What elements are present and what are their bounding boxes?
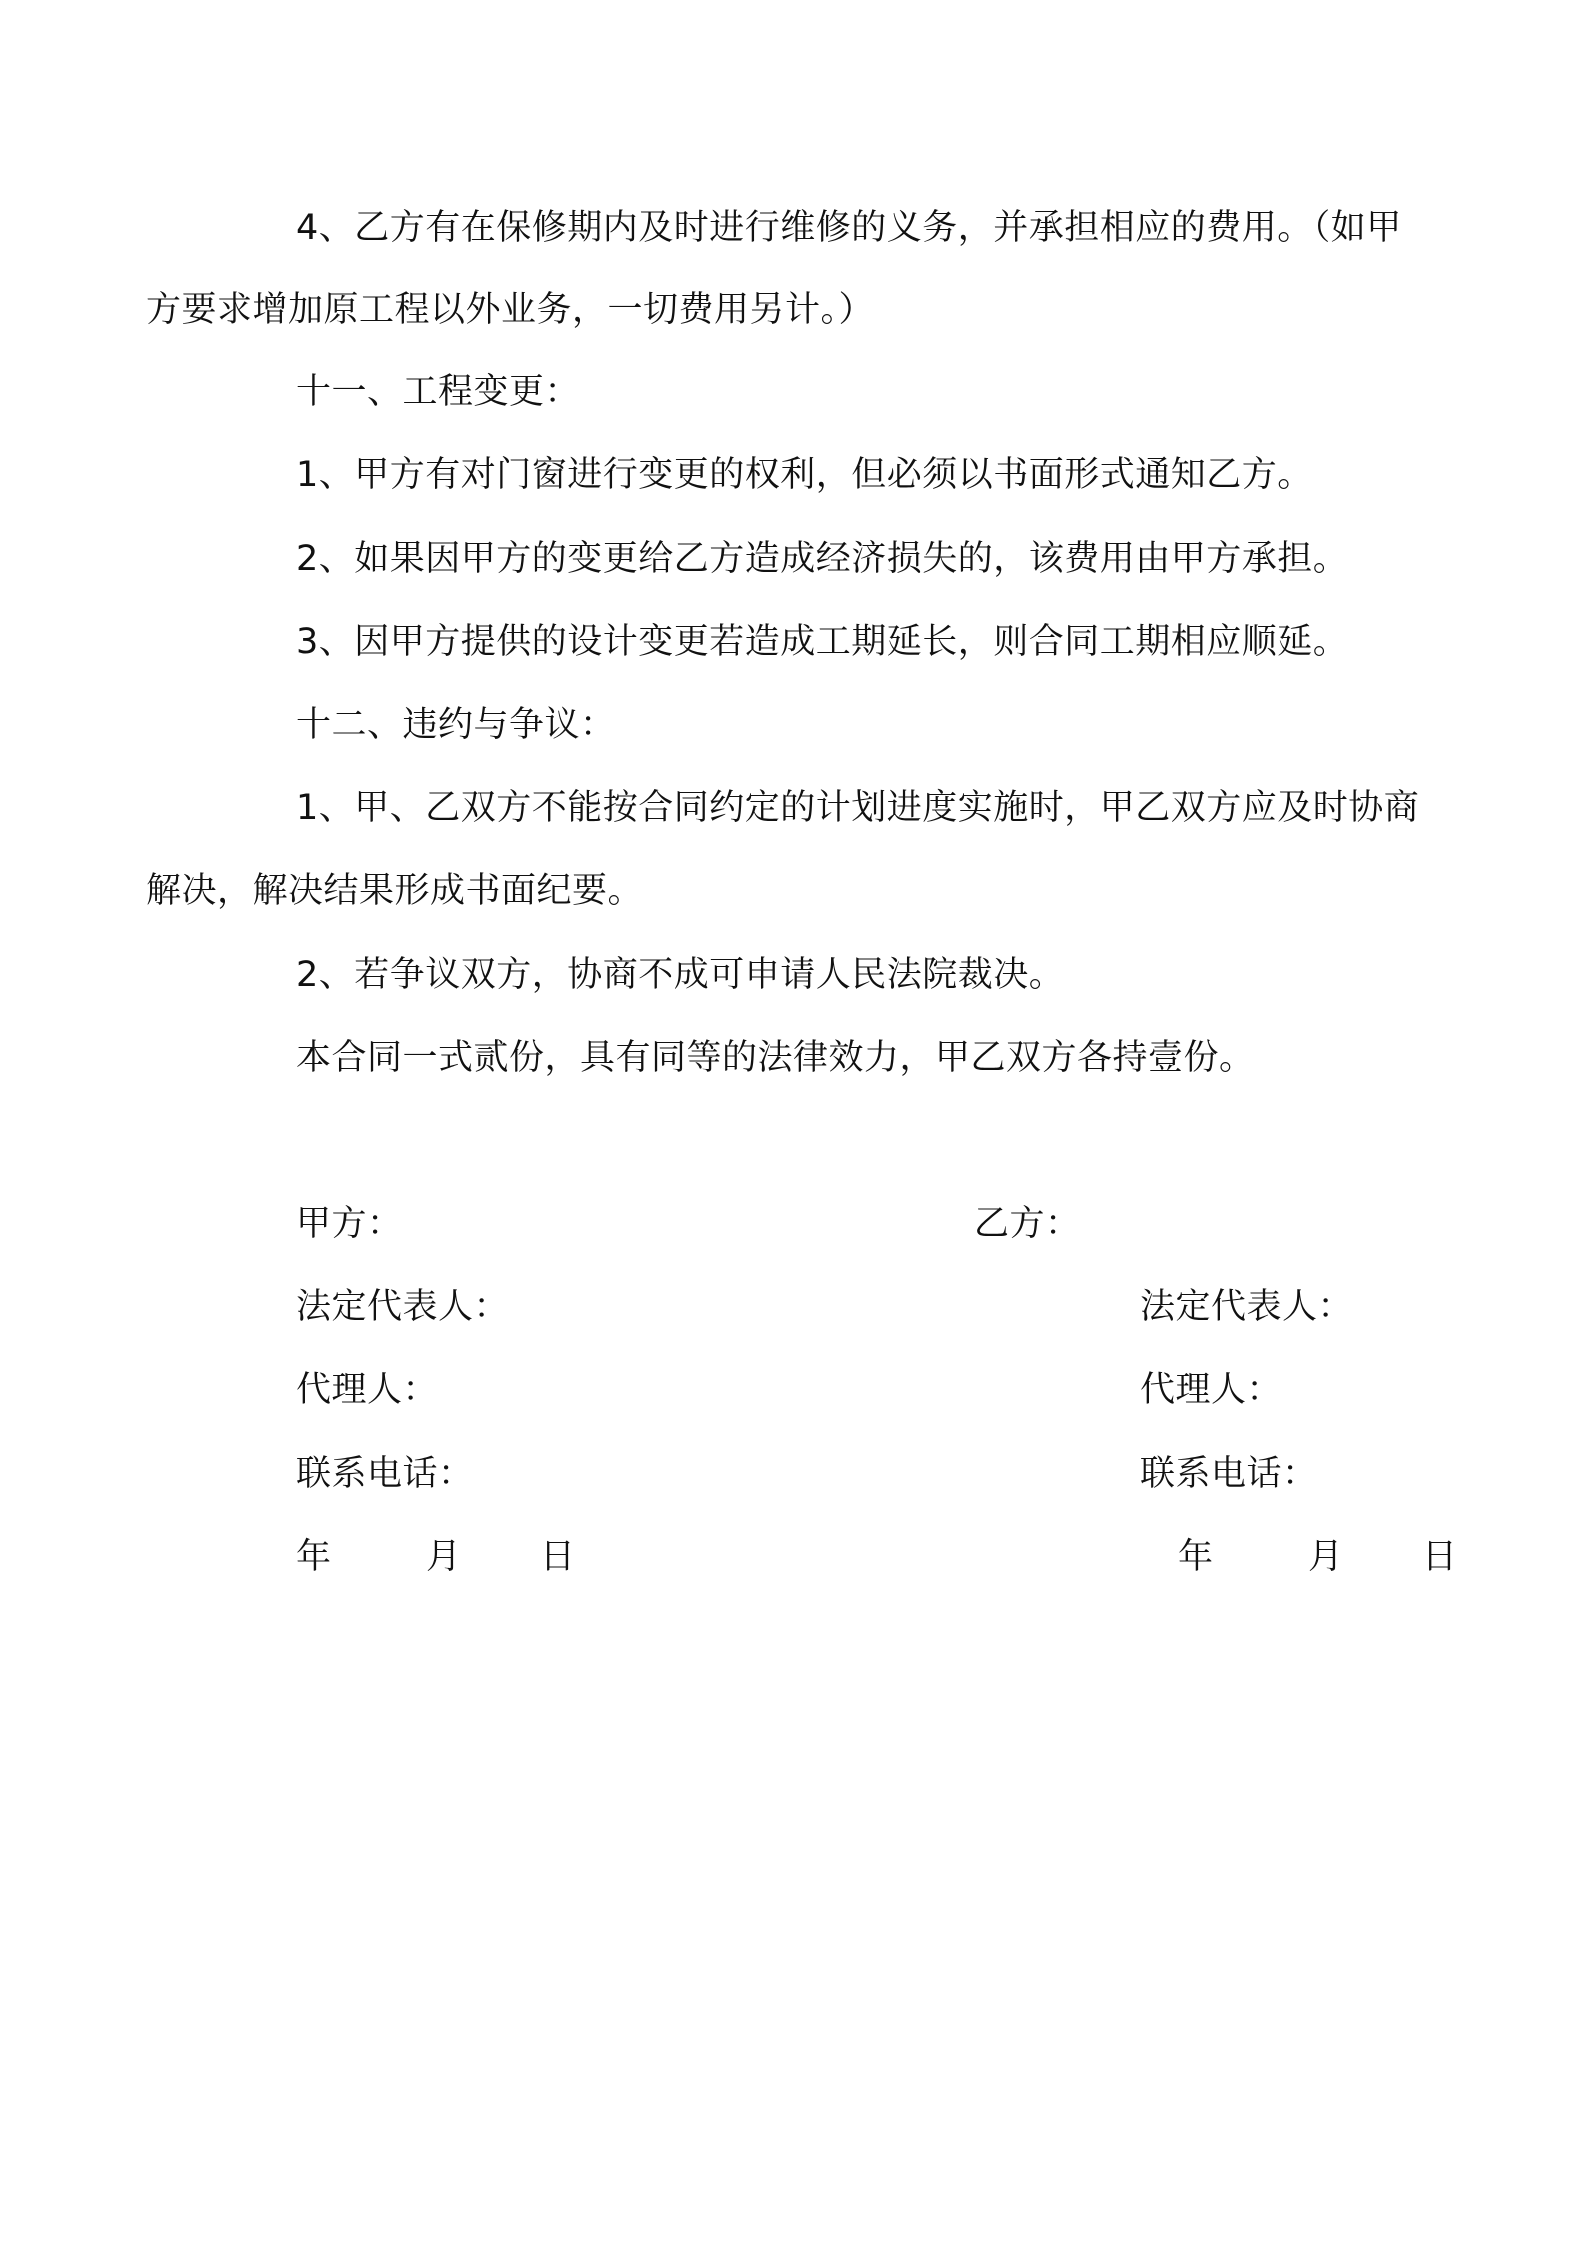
clause11-item2: 2、如果因甲方的变更给乙方造成经济损失的，该费用由甲方承担。 [296,539,1349,579]
date-a-month: 月 [426,1537,462,1577]
clause12-heading: 十二、违约与争议： [296,705,616,745]
clause11-item3: 3、因甲方提供的设计变更若造成工期延长，则合同工期相应顺延。 [296,622,1349,662]
party-a-label: 甲方： [296,1204,403,1244]
phone-b-label: 联系电话： [1140,1454,1318,1494]
date-b-day: 日 [1422,1537,1458,1577]
clause12-item1-line2: 解决，解决结果形成书面纪要。 [146,871,644,911]
clause11-heading: 十一、工程变更： [296,372,581,412]
agent-b-label: 代理人： [1140,1370,1283,1410]
clause12-item1-line1: 1、甲、乙双方不能按合同约定的计划进度实施时，甲乙双方应及时协商 [296,788,1420,828]
party-b-label: 乙方： [974,1204,1081,1244]
legal-rep-b-label: 法定代表人： [1140,1287,1354,1327]
date-b-month: 月 [1308,1537,1344,1577]
clause10-item4-line1: 4、乙方有在保修期内及时进行维修的义务，并承担相应的费用。（如甲 [296,208,1402,248]
closing-statement: 本合同一式贰份，具有同等的法律效力，甲乙双方各持壹份。 [296,1038,1255,1078]
legal-rep-a-label: 法定代表人： [296,1287,510,1327]
clause11-item1: 1、甲方有对门窗进行变更的权利，但必须以书面形式通知乙方。 [296,455,1313,495]
phone-a-label: 联系电话： [296,1454,474,1494]
clause10-item4-line2: 方要求增加原工程以外业务，一切费用另计。） [146,290,875,330]
date-a-year: 年 [296,1537,332,1577]
date-b-year: 年 [1178,1537,1214,1577]
agent-a-label: 代理人： [296,1370,439,1410]
date-row [0,1535,1586,1579]
clause12-item2: 2、若争议双方，协商不成可申请人民法院裁决。 [296,955,1065,995]
date-a-day: 日 [540,1537,576,1577]
